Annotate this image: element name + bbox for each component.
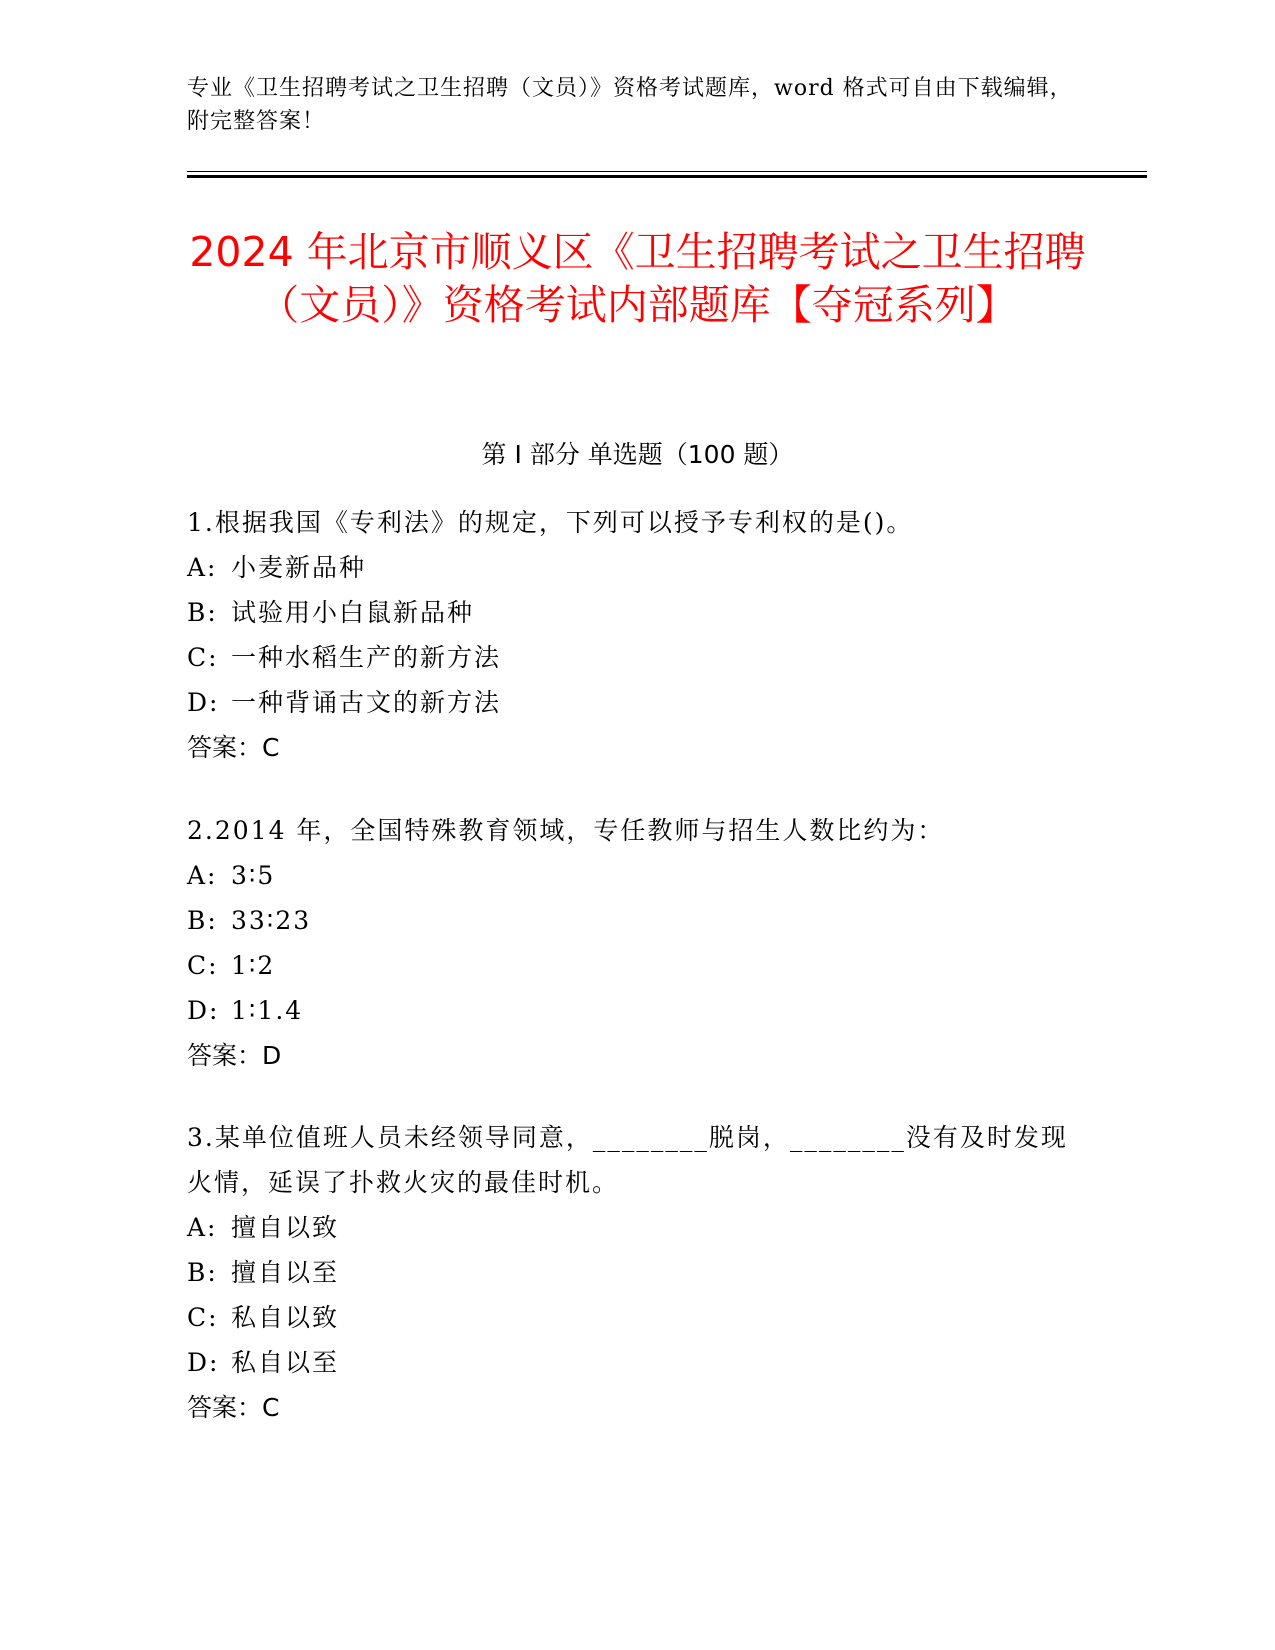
- option-letter: B:: [187, 1258, 218, 1287]
- answer-line: 答案：C: [187, 733, 280, 762]
- option-letter: A:: [187, 553, 218, 582]
- option-letter: D:: [187, 1348, 220, 1377]
- option-d[interactable]: [187, 988, 1087, 1033]
- option-text: 小麦新品种: [231, 553, 367, 582]
- header-rule-thin: [187, 171, 1147, 172]
- question-1: [187, 500, 1087, 770]
- answer-line: 答案：D: [187, 1041, 282, 1070]
- option-c[interactable]: [187, 943, 1087, 988]
- option-text: 私自以致: [231, 1303, 340, 1332]
- question-stem: 2.2014 年，全国特殊教育领域，专任教师与招生人数比约为：: [187, 816, 945, 845]
- option-b[interactable]: [187, 1250, 1087, 1295]
- option-text: 1∶1.4: [231, 996, 304, 1025]
- option-letter: C:: [187, 951, 219, 980]
- option-c[interactable]: [187, 635, 1087, 680]
- option-a[interactable]: [187, 1205, 1087, 1250]
- option-text: 擅自以致: [231, 1213, 340, 1242]
- option-a[interactable]: [187, 545, 1087, 590]
- option-letter: B:: [187, 598, 218, 627]
- header-note: 专业《卫生招聘考试之卫生招聘（文员）》资格考试题库，word 格式可自由下载编辑，附完整答案！: [187, 76, 1073, 134]
- question-2: [187, 808, 1087, 1078]
- option-letter: D:: [187, 688, 220, 717]
- option-text: 一种水稻生产的新方法: [231, 643, 502, 672]
- option-letter: A:: [187, 1213, 218, 1242]
- option-letter: C:: [187, 643, 219, 672]
- option-text: 33∶23: [231, 906, 312, 935]
- option-c[interactable]: [187, 1295, 1087, 1340]
- option-text: 试验用小白鼠新品种: [231, 598, 475, 627]
- answer-line: 答案：C: [187, 1393, 280, 1422]
- question-stem: 3.某单位值班人员未经领导同意，________脱岗，________没有及时发现火情，延误了扑救火灾的最佳时机。: [187, 1123, 1068, 1197]
- option-letter: B:: [187, 906, 218, 935]
- option-text: 擅自以至: [231, 1258, 340, 1287]
- option-b[interactable]: [187, 590, 1087, 635]
- option-text: 一种背诵古文的新方法: [231, 688, 502, 717]
- header-rule-thick: [187, 175, 1147, 178]
- option-letter: A:: [187, 861, 218, 890]
- option-letter: C:: [187, 1303, 219, 1332]
- option-letter: D:: [187, 996, 220, 1025]
- question-stem: 1.根据我国《专利法》的规定，下列可以授予专利权的是()。: [187, 508, 914, 537]
- option-d[interactable]: [187, 1340, 1087, 1385]
- option-text: 3∶5: [231, 861, 276, 890]
- option-a[interactable]: [187, 853, 1087, 898]
- section-heading: 第 I 部分 单选题（100 题）: [481, 440, 794, 469]
- option-text: 私自以至: [231, 1348, 340, 1377]
- question-3: [187, 1115, 1087, 1430]
- option-text: 1∶2: [231, 951, 276, 980]
- option-d[interactable]: [187, 680, 1087, 725]
- option-b[interactable]: [187, 898, 1087, 943]
- document-title: 2024 年北京市顺义区《卫生招聘考试之卫生招聘（文员）》资格考试内部题库【夺冠系列】: [189, 228, 1086, 329]
